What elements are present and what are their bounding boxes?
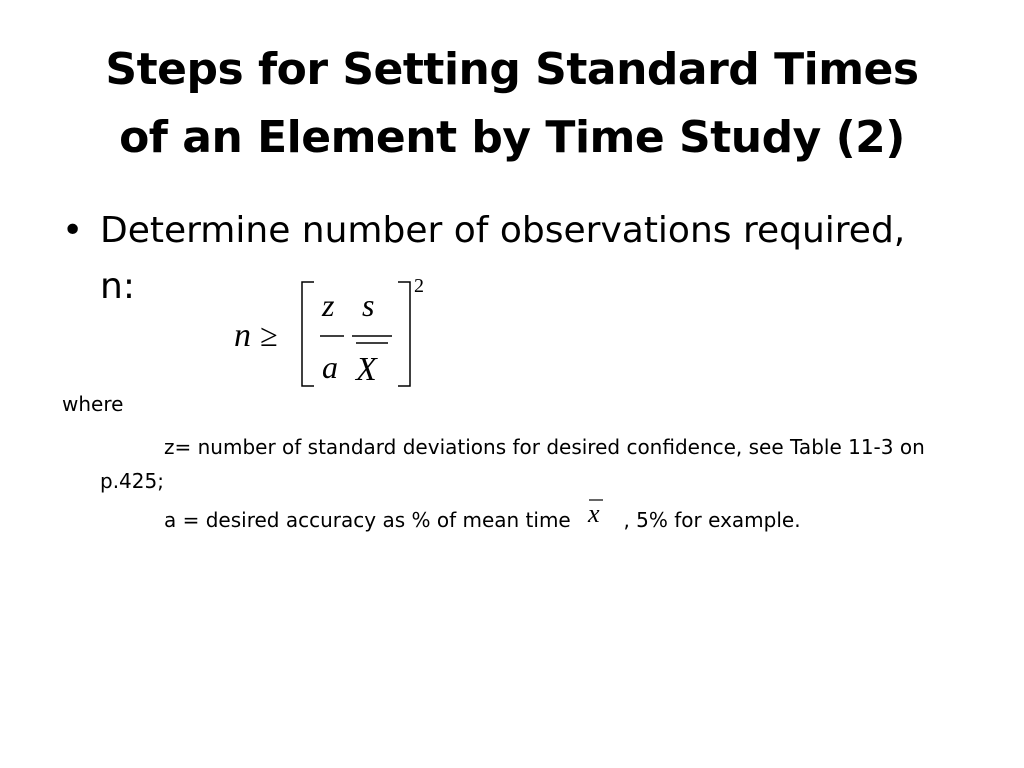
a-definition xyxy=(164,499,801,534)
bullet-dot-icon: • xyxy=(62,210,84,251)
xbar-letter: x xyxy=(588,499,600,528)
a-definition-end: , 5% for example. xyxy=(623,508,801,532)
title-line-1: Steps for Setting Standard Times xyxy=(105,44,919,95)
formula-exponent: 2 xyxy=(414,275,424,297)
bullet-text-line-1: Determine number of observations required, xyxy=(100,210,906,251)
left-bracket xyxy=(302,282,314,386)
observations-formula xyxy=(228,270,448,400)
slide-title xyxy=(0,36,1024,172)
z-definition xyxy=(100,430,960,498)
bullet-text-line-2: n: xyxy=(100,266,135,307)
formula-n: n xyxy=(234,317,251,354)
formula-x-mean: X xyxy=(356,351,377,388)
title-line-2: of an Element by Time Study (2) xyxy=(119,112,905,163)
right-bracket xyxy=(398,282,410,386)
z-definition-text: z= number of standard deviations for desired confidence, see Table 11-3 on p.425; xyxy=(100,435,925,493)
mean-x-symbol xyxy=(577,499,617,534)
formula-z: z xyxy=(322,287,335,323)
a-definition-start: a = desired accuracy as % of mean time xyxy=(164,508,571,532)
where-label: where xyxy=(62,392,124,416)
formula-s: s xyxy=(362,287,375,323)
formula-a: a xyxy=(322,349,338,385)
formula-geq: ≥ xyxy=(260,317,278,353)
